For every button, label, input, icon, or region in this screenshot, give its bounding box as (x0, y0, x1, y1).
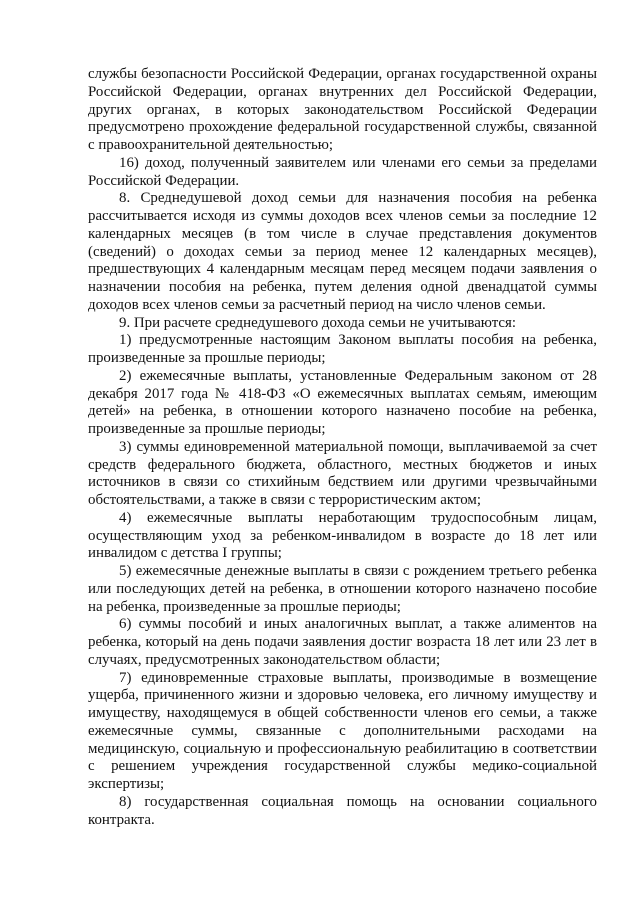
paragraph-item-7: 7) единовременные страховые выплаты, производимые в возмещение ущерба, причиненного жизни и здоровью человека, его личному имуществу и имуществу, находящемуся в общей собственности членов его семьи, а также ежемесячные суммы, связанные с дополнительными расходами на медицинскую, социальную и профессиональную реабилитацию в соответствии с решением учреждения государственной службы медико-социальной экспертизы; (88, 669, 597, 792)
paragraph-item-6: 6) суммы пособий и иных аналогичных выплат, а также алиментов на ребенка, который на день подачи заявления достиг возраста 18 лет или 23 лет в случаях, предусмотренных законодательством области; (88, 616, 597, 668)
paragraph-item-5: 5) ежемесячные денежные выплаты в связи с рождением третьего ребенка или последующих детей на ребенка, в отношении которого назначено пособие на ребенка, произведенные за прошлые периоды; (88, 563, 597, 615)
document-page (88, 66, 597, 829)
paragraph-item-2: 2) ежемесячные выплаты, установленные Федеральным законом от 28 декабря 2017 года № 418-ФЗ «О ежемесячных выплатах семьям, имеющим детей» на ребенка, в отношении которого назначено пособие на ребенка, произведенные за прошлые периоды; (88, 367, 597, 437)
paragraph-item-1: 1) предусмотренные настоящим Законом выплаты пособия на ребенка, произведенные за прошлые периоды; (88, 332, 597, 366)
paragraph-section-9: 9. При расчете среднедушевого дохода семьи не учитываются: (119, 314, 517, 331)
paragraph-item-3: 3) суммы единовременной материальной помощи, выплачиваемой за счет средств федерального бюджета, областного, местных бюджетов и иных источников в связи со стихийным бедствием или другими чрезвычайными обстоятельствами, а также в связи с террористическим актом; (88, 438, 597, 508)
paragraph-continuation: службы безопасности Российской Федерации, органах государственной охраны Российской Федерации, органах внутренних дел Российской Федерации, других органах, в которых законодательством Российской Федерации предусмотрено прохождение федеральной государственной службы, связанной с правоохранительной деятельностью; (88, 66, 597, 153)
paragraph-section-8: 8. Среднедушевой доход семьи для назначения пособия на ребенка рассчитывается исходя из суммы доходов всех членов семьи за последние 12 календарных месяцев (в том числе в случае представления документов (сведений) о доходах семьи за период менее 12 календарных месяцев), предшествующих 4 календарным месяцам перед месяцем подачи заявления о назначении пособия на ребенка, путем деления одной двенадцатой суммы доходов всех членов семьи за расчетный период на число членов семьи. (88, 190, 597, 313)
paragraph-item-8: 8) государственная социальная помощь на основании социального контракта. (88, 793, 597, 828)
paragraph-item-4: 4) ежемесячные выплаты неработающим трудоспособным лицам, осуществляющим уход за ребенком-инвалидом в возрасте до 18 лет или инвалидом с детства I группы; (88, 509, 597, 562)
paragraph-item-16: 16) доход, полученный заявителем или членами его семьи за пределами Российской Федерации. (88, 154, 597, 189)
